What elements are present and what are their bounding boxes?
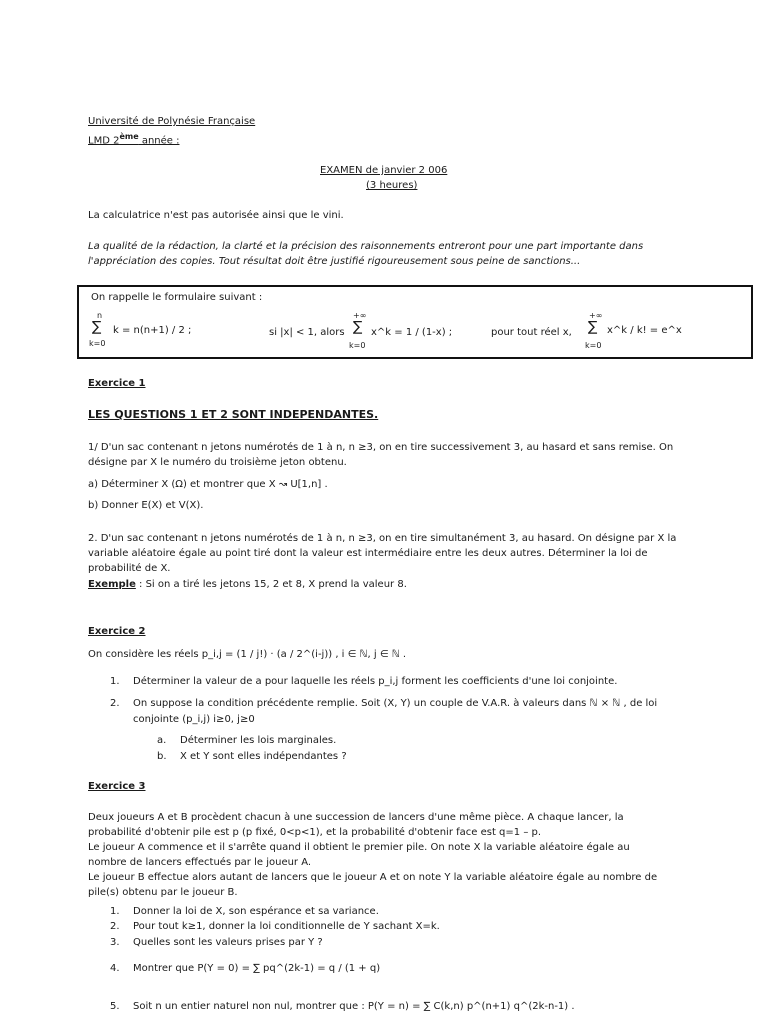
formula3-lower: k=0	[585, 341, 602, 350]
ex3-paragraph-1: Deux joueurs A et B procèdent chacun à une succession de lancers d'une même pièce. A chaque lancer, la	[88, 812, 624, 823]
level-sup: ème	[119, 132, 139, 141]
formula2-body: x^k = 1 / (1-x) ;	[371, 327, 453, 338]
ex3-title: Exercice 3	[88, 781, 146, 792]
ex1-q2-line1: 2. D'un sac contenant n jetons numérotés de 1 à n, n ≥3, on en tire simultanément 3, au hasard. On désigne par X la	[88, 533, 677, 544]
level-line	[88, 130, 179, 147]
level-prefix: LMD 2	[88, 135, 120, 147]
ex2-q2-line2: conjointe (p_i,j) i≥0, j≥0	[133, 714, 255, 725]
ex3-paragraph-2: probabilité d'obtenir pile est p (p fixé, 0<p<1), et la probabilité d'obtenir face est q=1 – p.	[88, 827, 542, 838]
ex1-example	[88, 578, 407, 591]
ex2-qa-number: a.	[157, 735, 167, 746]
formula3-condition: pour tout réel x,	[491, 327, 572, 338]
ex2-qb-number: b.	[157, 751, 167, 762]
calculator-note: La calculatrice n'est pas autorisée ainsi que le vini.	[88, 210, 344, 221]
ex3-q3: Quelles sont les valeurs prises par Y ?	[133, 937, 323, 948]
exam-duration: (3 heures)	[366, 180, 418, 191]
formula-heading: On rappelle le formulaire suivant :	[91, 292, 263, 303]
university-name: Université de Polynésie Française	[88, 116, 256, 127]
ex2-q2-number: 2.	[110, 698, 120, 709]
exam-title: EXAMEN de janvier 2 006	[320, 165, 448, 176]
ex1-q1-b: b) Donner E(X) et V(X).	[88, 500, 204, 511]
quality-note-1: La qualité de la rédaction, la clarté et la précision des raisonnements entreront pour une part importante dans	[88, 241, 644, 252]
formula2-upper: +∞	[353, 311, 367, 320]
ex3-paragraph-6: pile(s) obtenu par le joueur B.	[88, 887, 238, 898]
ex2-q2-line1: On suppose la condition précédente remplie. Soit (X, Y) un couple de V.A.R. à valeurs dans ℕ × ℕ , de loi	[133, 698, 658, 709]
ex1-q1-line1: 1/ D'un sac contenant n jetons numérotés de 1 à n, n ≥3, on en tire successivement 3, au hasard et sans remise. On	[88, 442, 674, 453]
ex1-independent: LES QUESTIONS 1 ET 2 SONT INDEPENDANTES.	[88, 408, 379, 421]
ex3-q2-number: 2.	[110, 921, 120, 932]
quality-note-2: l'appréciation des copies. Tout résultat doit être justifié rigoureusement sous peine de sanctions...	[88, 256, 581, 267]
ex1-example-label: Exemple	[88, 579, 136, 590]
ex3-q4-number: 4.	[110, 963, 120, 974]
formula1-sigma: ∑	[92, 319, 102, 335]
ex2-q1: Déterminer la valeur de a pour laquelle les réels p_i,j forment les coefficients d'une loi conjointe.	[133, 676, 618, 687]
ex3-q3-number: 3.	[110, 937, 120, 948]
ex1-q1-line2: désigne par X le numéro du troisième jeton obtenu.	[88, 457, 347, 468]
formula2-sigma: ∑	[353, 319, 363, 335]
ex3-q5-number: 5.	[110, 1001, 120, 1012]
ex1-q2-line2: variable aléatoire égale au point tiré dont la valeur est intermédiaire entre les deux autres. Déterminer la loi de	[88, 548, 648, 559]
ex2-intro: On considère les réels p_i,j = (1 / j!) · (a / 2^(i-j)) , i ∈ ℕ, j ∈ ℕ .	[88, 649, 407, 660]
ex1-q2-line3: probabilité de X.	[88, 563, 171, 574]
ex3-q4: Montrer que P(Y = 0) = ∑ pq^(2k-1) = q / (1 + q)	[133, 963, 381, 974]
formula2-lower: k=0	[349, 341, 366, 350]
ex1-q1-a: a) Déterminer X (Ω) et montrer que X ↝ U[1,n] .	[88, 479, 328, 490]
ex3-paragraph-5: Le joueur B effectue alors autant de lancers que le joueur A et on note Y la variable aléatoire égale au nombre de	[88, 872, 658, 883]
formula3-upper: +∞	[589, 311, 603, 320]
ex2-q1-number: 1.	[110, 676, 120, 687]
formula1-upper: n	[97, 311, 103, 320]
formula2-condition: si |x| < 1, alors	[269, 327, 345, 338]
ex3-q5: Soit n un entier naturel non nul, montrer que : P(Y = n) = ∑ C(k,n) p^(n+1) q^(2k-n-1) .	[133, 1001, 575, 1012]
formula1-lower: k=0	[89, 339, 106, 348]
ex3-q1-number: 1.	[110, 906, 120, 917]
formula-box	[77, 285, 753, 359]
formula3-body: x^k / k! = e^x	[607, 325, 682, 336]
ex2-title: Exercice 2	[88, 626, 146, 637]
ex1-title: Exercice 1	[88, 378, 146, 389]
level-suffix: année :	[138, 135, 180, 147]
ex1-example-text: : Si on a tiré les jetons 15, 2 et 8, X prend la valeur 8.	[135, 579, 407, 590]
ex3-paragraph-4: nombre de lancers effectués par le joueur A.	[88, 857, 312, 868]
ex3-q1: Donner la loi de X, son espérance et sa variance.	[133, 906, 379, 917]
ex2-qa: Déterminer les lois marginales.	[180, 735, 337, 746]
formula3-sigma: ∑	[588, 319, 598, 335]
formula1-body: k = n(n+1) / 2 ;	[113, 325, 192, 336]
ex2-qb: X et Y sont elles indépendantes ?	[180, 751, 347, 762]
ex3-q2: Pour tout k≥1, donner la loi conditionnelle de Y sachant X=k.	[133, 921, 440, 932]
ex3-paragraph-3: Le joueur A commence et il s'arrête quand il obtient le premier pile. On note X la variable aléatoire égale au	[88, 842, 630, 853]
